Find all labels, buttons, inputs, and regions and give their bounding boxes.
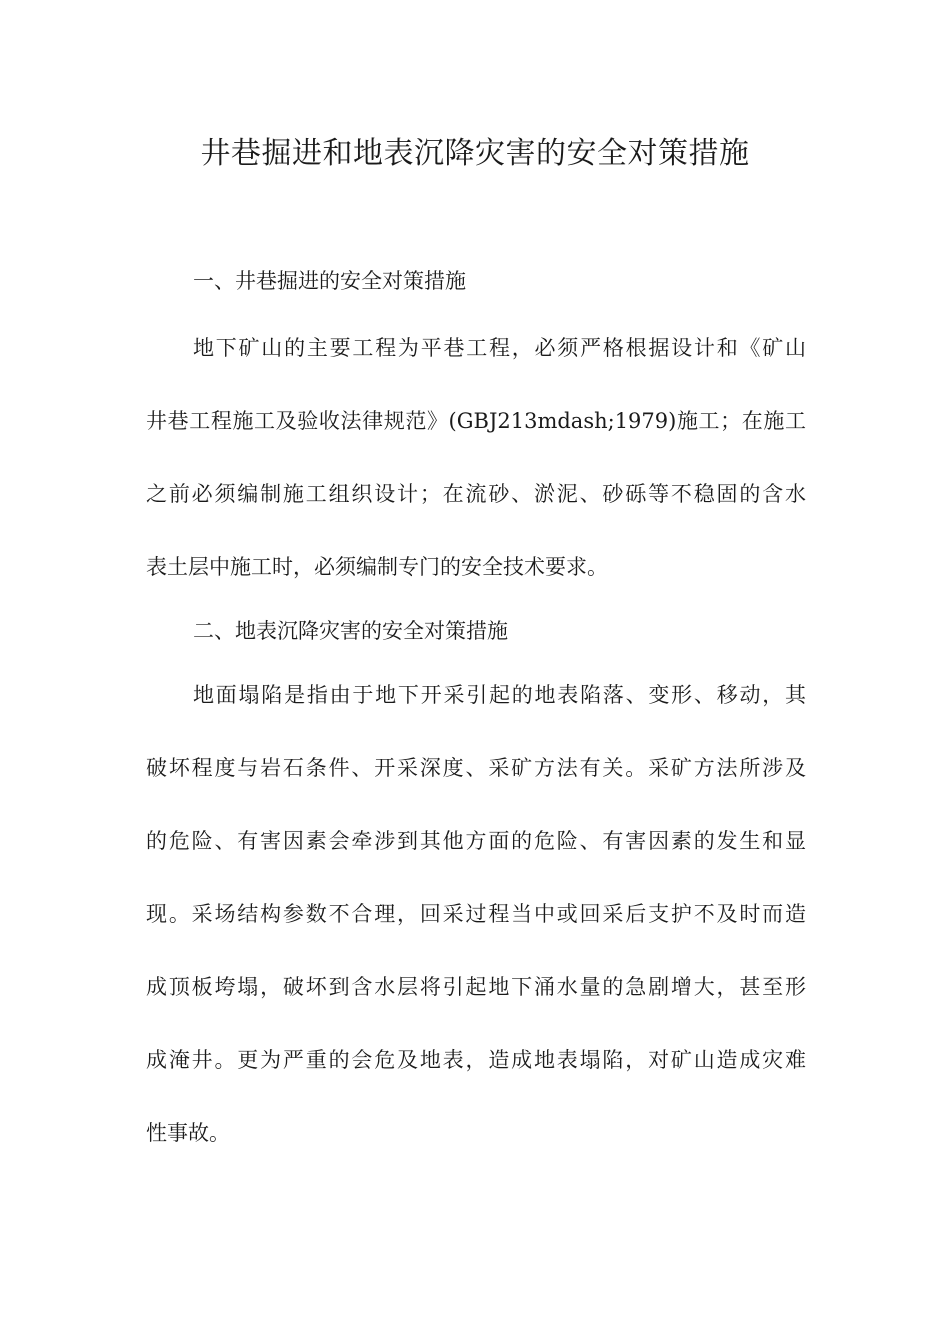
paragraph-line: 表土层中施工时，必须编制专门的安全技术要求。 [146, 555, 608, 579]
paragraph-line: 成顶板垮塌，破坏到含水层将引起地下涌水量的急剧增大，甚至形 [146, 975, 806, 999]
paragraph-line: 井巷工程施工及验收法律规范》(GBJ213mdash;1979)施工；在施工 [146, 409, 806, 433]
section-heading: 二、地表沉降灾害的安全对策措施 [193, 619, 508, 643]
paragraph-line: 地面塌陷是指由于地下开采引起的地表陷落、变形、移动，其 [193, 683, 806, 707]
paragraph-line: 之前必须编制施工组织设计；在流砂、淤泥、砂砾等不稳固的含水 [146, 482, 806, 506]
paragraph-line: 破坏程度与岩石条件、开采深度、采矿方法有关。采矿方法所涉及 [146, 756, 806, 780]
paragraph-line: 地下矿山的主要工程为平巷工程，必须严格根据设计和《矿山 [193, 336, 806, 360]
document-title: 井巷掘进和地表沉降灾害的安全对策措施 [200, 136, 750, 171]
paragraph-line: 性事故。 [146, 1121, 230, 1145]
paragraph-line: 成淹井。更为严重的会危及地表，造成地表塌陷，对矿山造成灾难 [146, 1048, 806, 1072]
paragraph-line: 的危险、有害因素会牵涉到其他方面的危险、有害因素的发生和显 [146, 829, 806, 853]
paragraph-line: 现。采场结构参数不合理，回采过程当中或回采后支护不及时而造 [146, 902, 806, 926]
section-heading: 一、井巷掘进的安全对策措施 [193, 269, 466, 293]
